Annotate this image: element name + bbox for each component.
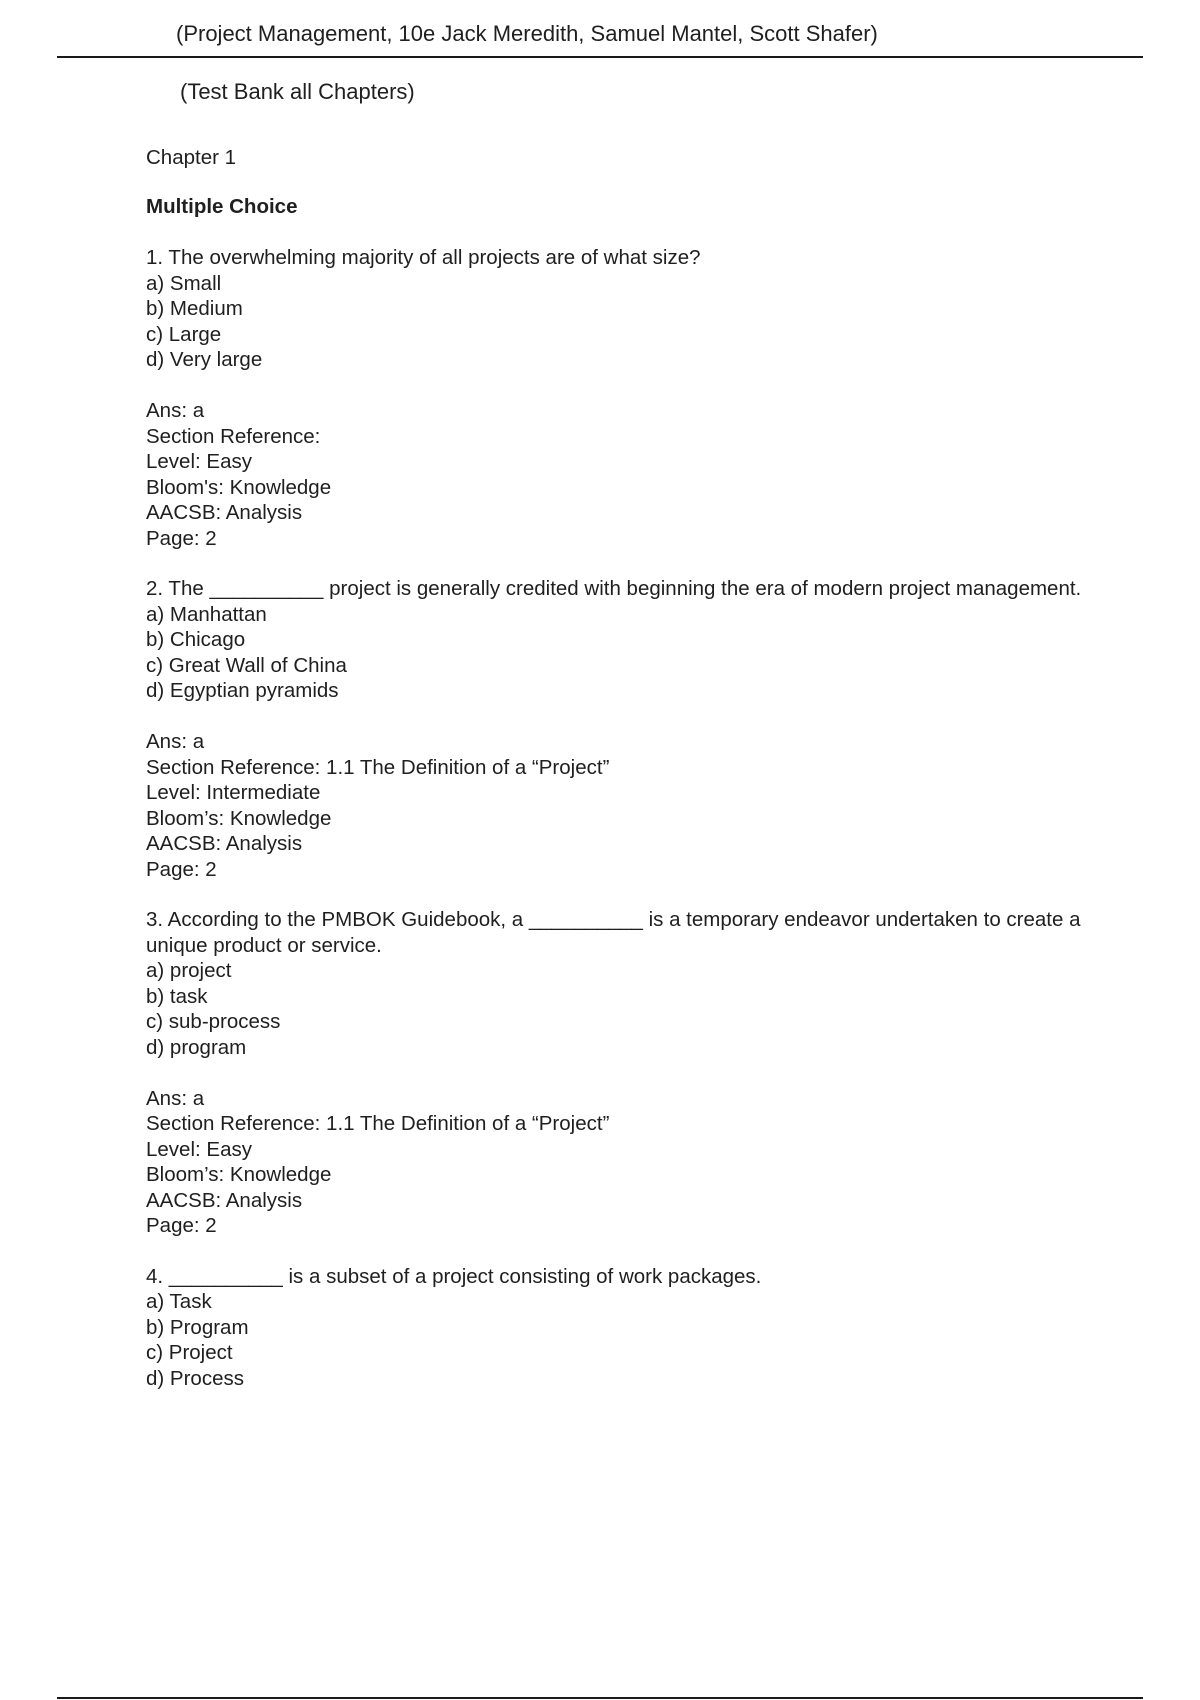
blooms-level: Bloom's: Knowledge [146, 475, 332, 499]
chapter-title: Chapter 1 [146, 146, 237, 169]
section-heading: Multiple Choice [146, 195, 298, 218]
answer-option: d) Process [146, 1366, 244, 1390]
answer-option: a) project [146, 959, 232, 982]
question-stem: 1. The overwhelming majority of all projects are of what size? [146, 246, 701, 269]
section-reference: Section Reference: 1.1 The Definition of a “Project” [146, 1112, 610, 1135]
answer-option: b) Program [146, 1315, 249, 1339]
answer-key: Ans: a [146, 399, 205, 422]
question-2 [146, 576, 1086, 882]
document-body [146, 144, 1086, 1391]
answer-option: c) Great Wall of China [146, 653, 347, 677]
blooms-level: Bloom’s: Knowledge [146, 806, 332, 830]
answer-metadata [146, 398, 1086, 551]
answer-option: d) program [146, 1035, 247, 1059]
answer-option: b) Chicago [146, 628, 246, 651]
question-stem: 4. __________ is a subset of a project consisting of work packages. [146, 1264, 762, 1288]
answer-option: b) task [146, 984, 208, 1008]
question-4 [146, 1264, 1086, 1392]
answer-metadata [146, 1086, 1086, 1239]
answer-metadata [146, 729, 1086, 882]
section-reference: Section Reference: [146, 424, 321, 448]
document-subtitle: (Test Bank all Chapters) [180, 79, 415, 104]
answer-key: Ans: a [146, 730, 205, 753]
header-divider [57, 56, 1143, 58]
page-reference: Page: 2 [146, 1214, 217, 1237]
blooms-level: Bloom’s: Knowledge [146, 1163, 332, 1186]
answer-option: d) Very large [146, 348, 263, 371]
footer-divider [57, 1697, 1143, 1699]
difficulty-level: Level: Easy [146, 450, 252, 473]
answer-option: d) Egyptian pyramids [146, 679, 339, 702]
question-stem: 3. According to the PMBOK Guidebook, a __________ is a temporary endeavor undertaken to create a unique product or service. [146, 908, 1081, 957]
answer-option: a) Small [146, 271, 222, 295]
answer-key: Ans: a [146, 1086, 205, 1110]
answer-option: a) Manhattan [146, 602, 267, 626]
answer-option: b) Medium [146, 297, 243, 320]
aacsb-tag: AACSB: Analysis [146, 832, 303, 855]
answer-option: c) Project [146, 1341, 233, 1364]
question-3 [146, 907, 1086, 1239]
difficulty-level: Level: Easy [146, 1137, 252, 1161]
page-reference: Page: 2 [146, 526, 217, 550]
answer-option: a) Task [146, 1290, 212, 1313]
aacsb-tag: AACSB: Analysis [146, 1188, 303, 1212]
question-1 [146, 245, 1086, 551]
section-reference: Section Reference: 1.1 The Definition of a “Project” [146, 755, 610, 779]
aacsb-tag: AACSB: Analysis [146, 501, 303, 524]
document-header-title: (Project Management, 10e Jack Meredith, Samuel Mantel, Scott Shafer) [176, 21, 878, 46]
question-stem: 2. The __________ project is generally credited with beginning the era of modern project management. [146, 577, 1082, 600]
difficulty-level: Level: Intermediate [146, 781, 321, 804]
answer-option: c) sub-process [146, 1010, 281, 1033]
answer-option: c) Large [146, 322, 222, 346]
page-reference: Page: 2 [146, 857, 217, 881]
